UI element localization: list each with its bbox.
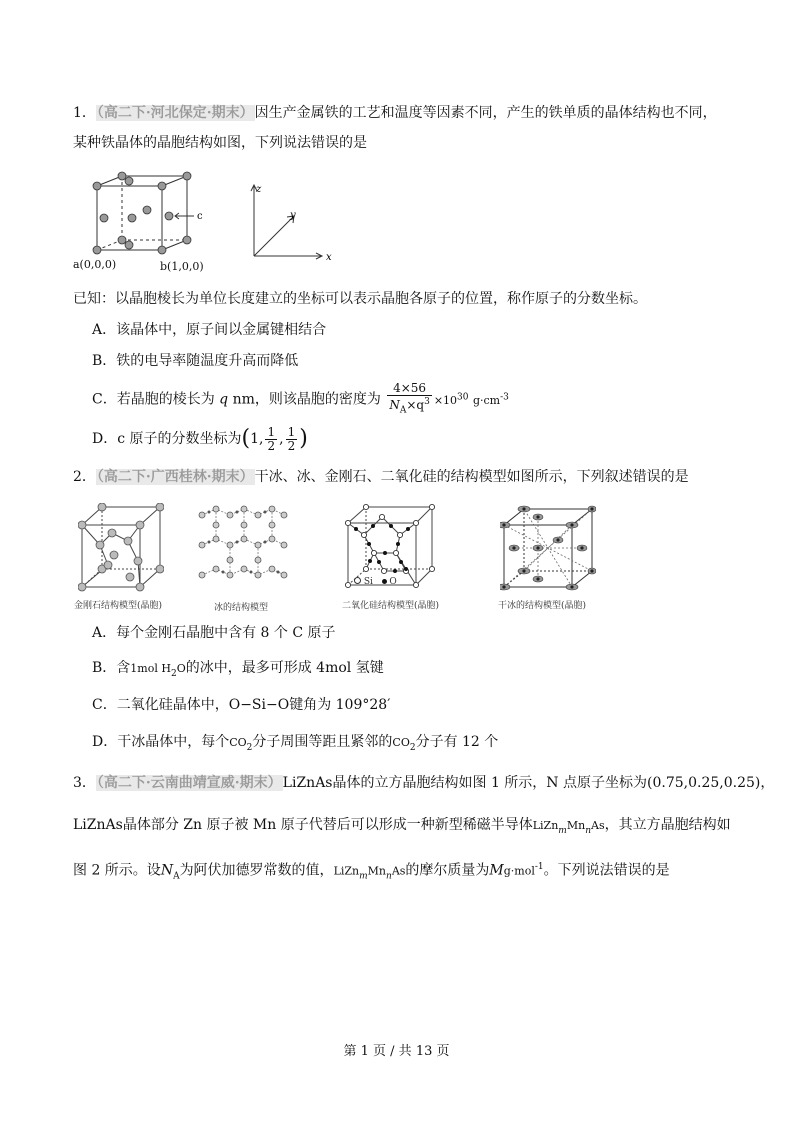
- q2-source: （高二下·广西桂林·期末）: [96, 469, 254, 485]
- q1-optd-prefix: D．c 原子的分数坐标为: [92, 431, 242, 447]
- sio2-legend: [354, 577, 397, 587]
- coord-frac-2: $\frac{1}{2}$: [287, 424, 296, 453]
- dry-ice-model-figure: [500, 503, 596, 595]
- density-fraction: [387, 382, 431, 417]
- q1-stem-text: 因生产金属铁的工艺和温度等因素不同，产生的铁单质的晶体结构也不同，: [254, 105, 717, 121]
- q1-option-d: D．c 原子的分数坐标为(1, $\frac{1}{2}$ , $\frac{1}{2}$ ): [92, 424, 308, 453]
- density-numerator: 4×56: [387, 382, 431, 396]
- coord-frac-1: $\frac{1}{2}$: [267, 424, 276, 453]
- q1-note: 已知：以晶胞棱长为单位长度建立的坐标可以表示晶胞各原子的位置，称作原子的分数坐标。: [73, 291, 647, 307]
- q1-stem-line1: [73, 104, 717, 122]
- q1-optc-prefix: C．若晶胞的棱长为: [92, 391, 215, 408]
- density-unit: $g\cdot cm^{-3}$: [472, 392, 509, 407]
- q3-source: （高二下·云南曲靖宣威·期末）: [96, 775, 282, 791]
- q1-source: （高二下·河北保定·期末）: [96, 105, 254, 121]
- q3-number: 3．: [73, 775, 96, 791]
- q1-option-b: B．铁的电导率随温度升高而降低: [92, 353, 299, 369]
- legend-o: O: [389, 577, 397, 587]
- axis-y: y: [290, 210, 296, 221]
- o-legend-icon: [382, 579, 387, 584]
- density-factor: $\times 10^{30}$: [433, 392, 469, 407]
- q1-stem-line2: 某种铁晶体的晶胞结构如图，下列说法错误的是: [73, 135, 367, 151]
- q2-stem-text: 干冰、冰、金刚石、二氧化硅的结构模型如图所示，下列叙述错误的是: [254, 469, 689, 485]
- label-b: b(1,0,0): [160, 260, 204, 273]
- q2-number: 2．: [73, 469, 96, 485]
- axis-z: z: [256, 184, 262, 195]
- label-c: c: [197, 211, 203, 222]
- caption-sio2: 二氧化硅结构模型(晶胞): [342, 601, 440, 611]
- ice-model-figure: [196, 505, 288, 587]
- q2-option-b: B．含1mol $H_2O$的冰中，最多可形成 4mol 氢键: [92, 660, 384, 679]
- q1-option-a: A．该晶体中，原子间以金属键相结合: [92, 322, 327, 338]
- q1-optc-mid: nm，则该晶胞的密度为: [232, 391, 381, 408]
- q2-option-a: A．每个金刚石晶胞中含有 8 个 C 原子: [92, 625, 336, 641]
- caption-ice: 冰的结构模型: [214, 603, 269, 613]
- density-denominator: $N_A\times q^3$: [389, 396, 430, 416]
- q1-optc-q: q: [219, 391, 229, 408]
- q2-option-d: D．干冰晶体中，每个$CO_2$分子周围等距且紧邻的$CO_2$分子有 12 个: [92, 734, 499, 753]
- label-a: a(0,0,0): [73, 258, 117, 271]
- n-point-coord: (0.75,0.25,0.25): [647, 775, 761, 791]
- bond-formula: O−Si−O: [228, 697, 290, 713]
- caption-diamond: 金刚石结构模型(晶胞): [74, 601, 163, 611]
- caption-dry-ice: 干冰的结构模型(晶胞): [498, 601, 587, 611]
- legend-si: Si: [363, 577, 373, 587]
- q1-axes-figure: [246, 180, 336, 262]
- axis-x: x: [326, 252, 332, 262]
- q2-stem: [73, 468, 689, 486]
- diamond-model-figure: [78, 503, 164, 595]
- q3-line1: 3．（高二下·云南曲靖宣威·期末）LiZnAs晶体的立方晶胞结构如图 1 所示，N 点原子坐标为(0.75,0.25,0.25)，: [73, 775, 775, 791]
- q3-line2: LiZnAs晶体部分 Zn 原子被 Mn 原子代替后可以形成一种新型稀磁半导体$LiZn_mMn_nAs$，其立方晶胞结构如: [73, 817, 731, 836]
- q3-line3: 图 2 所示。设$N_A$为阿伏加德罗常数的值，$LiZn_mMn_nAs$的摩尔质量为Mg·mol$^{-1}$。下列说法错误的是: [73, 862, 670, 882]
- page-footer: 第 1 页 / 共 13 页: [343, 1044, 450, 1059]
- q2-option-c: C．二氧化硅晶体中，O−Si−O键角为 109°28′: [92, 697, 391, 713]
- q1-option-c: [92, 380, 509, 418]
- si-legend-icon: [354, 577, 361, 584]
- q1-number: 1．: [73, 105, 96, 121]
- q1-iron-cell-figure: [72, 168, 222, 270]
